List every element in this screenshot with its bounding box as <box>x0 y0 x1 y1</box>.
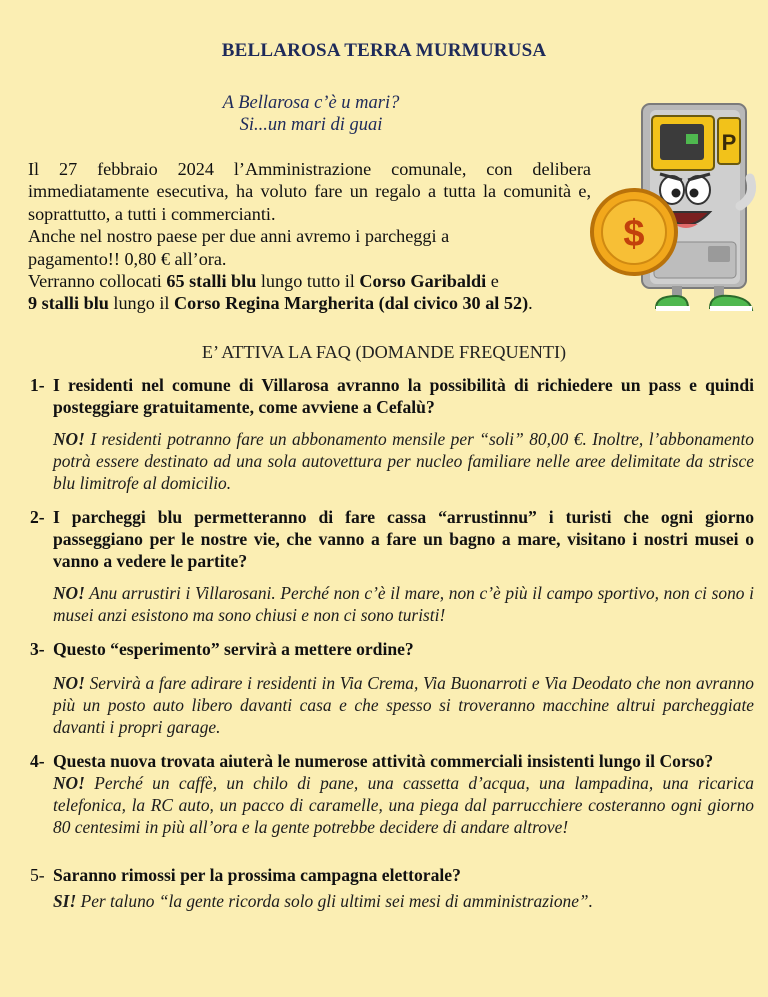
faq-number: 4- <box>30 751 45 771</box>
faq-question: I parcheggi blu permetteranno di fare cassa “arrustinnu” i turisti che ogni giorno passeggiano per le nostre vie, che vanno a fare un bagno a mare, visitano i nostri musei o vanno a vedere le partite? <box>53 507 754 571</box>
subtitle-line-2: Si...un mari di guai <box>239 115 383 135</box>
faq-number: 2- <box>30 507 45 527</box>
faq-question: Saranno rimossi per la prossima campagna elettorale? <box>53 865 461 885</box>
faq-number: 3- <box>30 639 45 659</box>
intro-paragraph-2: Anche nel nostro paese per due anni avremo i parcheggi a pagamento!! 0,80 € all’ora. <box>28 226 450 269</box>
page-title: BELLAROSA TERRA MURMURUSA <box>221 40 547 61</box>
faq-answer: NO! I residenti potranno fare un abbonamento mensile per “soli” 80,00 €. Inoltre, l’abbonamento potrà essere destinato ad una sola autovettura per nucleo familiare nelle aree delimitate da strisce blu limitrofe al domicilio. <box>53 429 754 493</box>
intro-paragraph-3: Verranno collocati 65 stalli blu lungo tutto il Corso Garibaldi e <box>28 271 499 292</box>
faq-heading: E’ ATTIVA LA FAQ (DOMANDE FREQUENTI) <box>201 342 567 362</box>
faq-item-5 <box>30 864 754 912</box>
coin-symbol: $ <box>623 213 645 255</box>
faq-number: 5- <box>30 865 45 885</box>
faq-item-2 <box>30 506 754 626</box>
faq-answer: NO! Perché un caffè, un chilo di pane, una cassetta d’acqua, una lampadina, una ricarica telefonica, la RC auto, un pacco di caramelle, una piega dal parrucchiere costeranno ogni giorno 80 centesimi in più all’ora e la gente potrebbe decidere di andare altrove! <box>53 773 754 837</box>
faq-item-4 <box>30 750 754 838</box>
faq-list <box>30 374 754 912</box>
faq-item-3 <box>30 638 754 738</box>
faq-answer: NO! Anu arrustiri i Villarosani. Perché non c’è il mare, non c’è più il campo sportivo, non ci sono i musei anzi esistono ma sono chiusi e non ci sono turisti! <box>53 583 754 625</box>
subtitle <box>196 92 426 136</box>
faq-question: Questa nuova trovata aiuterà le numerose attività commerciali insistenti lungo il Corso? <box>53 751 714 771</box>
faq-question: Questo “esperimento” servirà a mettere ordine? <box>53 639 414 659</box>
intro-paragraph-1: Il 27 febbraio 2024 l’Amministrazione comunale, con delibera immediatamente esecutiva, ha voluto fare un regalo a tutta la comunità e, soprattutto, a tutti i commercianti. <box>28 159 591 224</box>
intro-paragraph-4: 9 stalli blu lungo il Corso Regina Margherita (dal civico 30 al 52). <box>28 293 533 314</box>
subtitle-line-1: A Bellarosa c’è u mari? <box>222 93 400 113</box>
faq-answer: SI! Per taluno “la gente ricorda solo gli ultimi sei mesi di amministrazione”. <box>53 891 593 911</box>
meter-p-letter: P <box>721 130 737 155</box>
faq-answer: NO! Servirà a fare adirare i residenti in Via Crema, Via Buonarroti e Via Deodato che non avranno più un posto auto libero davanti casa e che spesso si troveranno macchine altrui parcheggiate davanti i propri garage. <box>53 673 754 737</box>
faq-item-1 <box>30 374 754 494</box>
intro-text <box>28 158 591 315</box>
faq-number: 1- <box>30 375 45 395</box>
faq-question: I residenti nel comune di Villarosa avranno la possibilità di richiedere un pass e quindi posteggiare gratuitamente, come avviene a Cefalù? <box>53 375 754 417</box>
